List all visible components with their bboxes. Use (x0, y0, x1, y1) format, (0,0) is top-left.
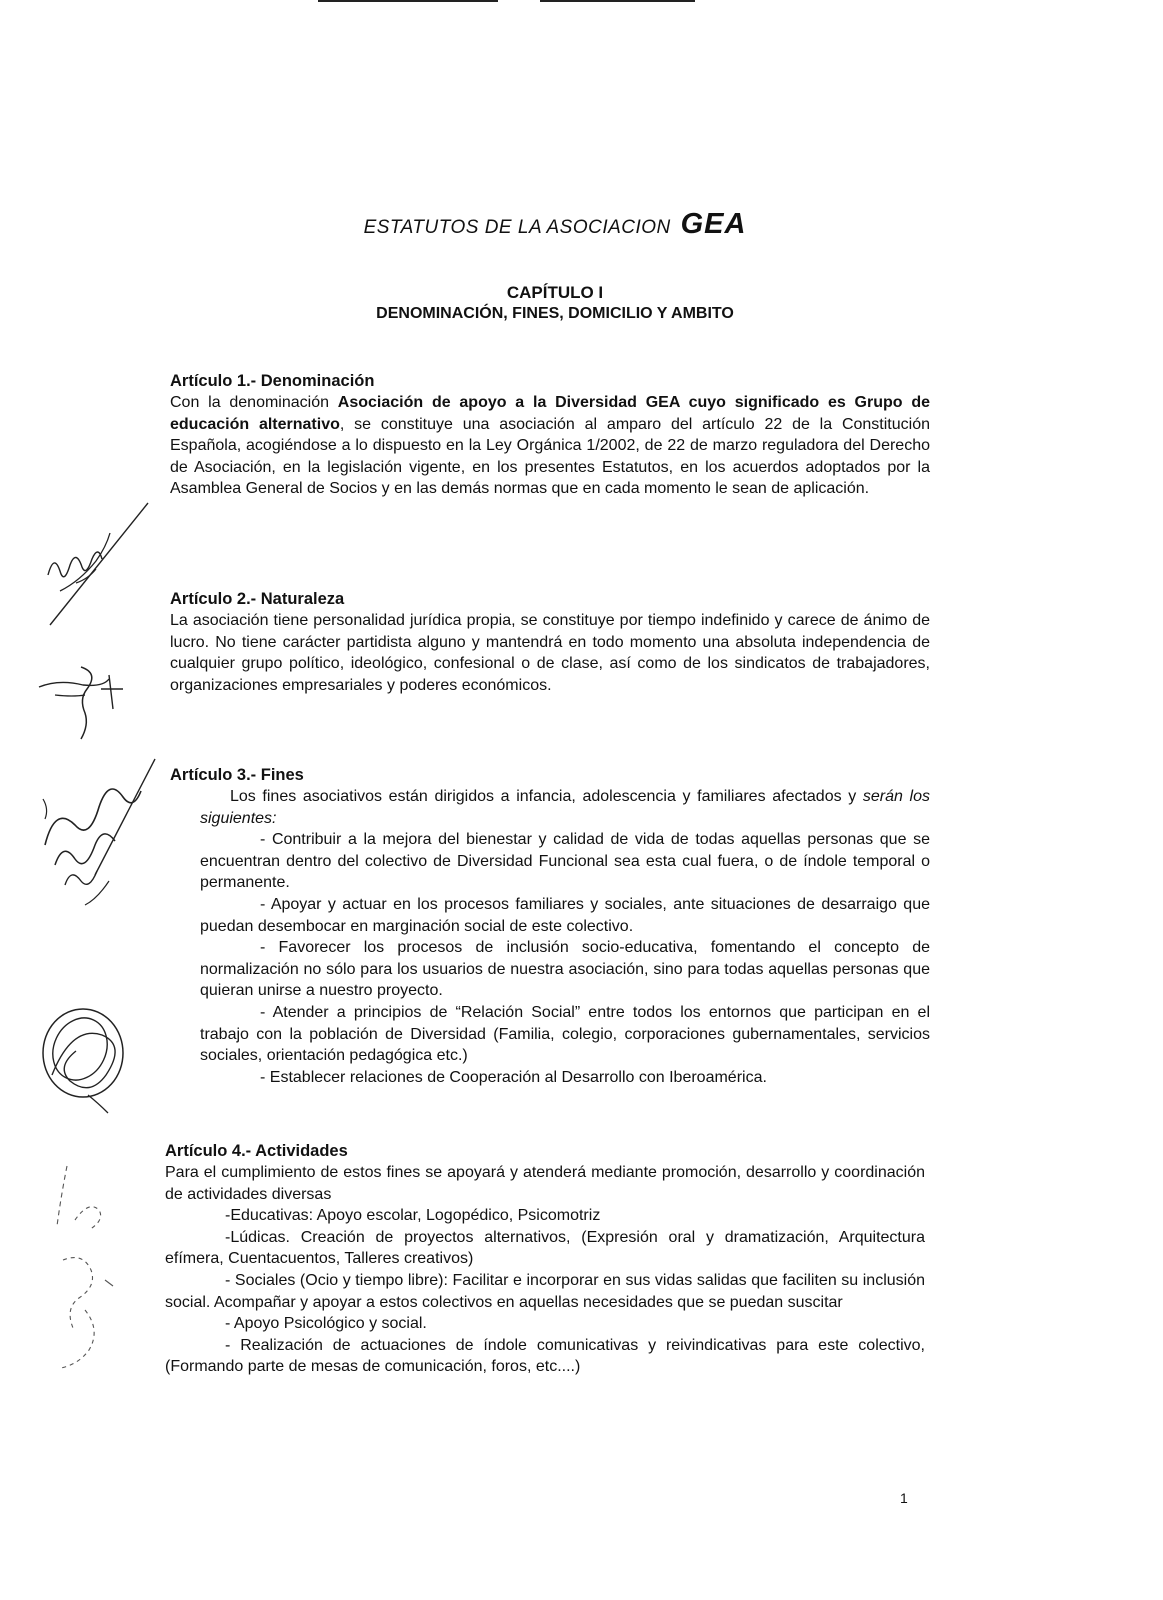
article-3-item: - Favorecer los procesos de inclusión socio-educativa, fomentando el concepto de normalización no sólo para los usuarios de nuestra asociación, sino para todas aquellas personas que quieran unirse a nuestro proyecto. (200, 939, 930, 1000)
article-1-bold-name: Asociación de apoyo a la Diversidad GEA cuyo significado es Grupo de educación alternativo (170, 394, 931, 433)
article-3-item: - Apoyar y actuar en los procesos familiares y sociales, ante situaciones de desarraigo que puedan desembocar en marginación social de este colectivo. (200, 895, 930, 935)
signature-4-icon (28, 995, 138, 1115)
article-1-text (170, 392, 930, 500)
signature-3-icon (25, 755, 165, 925)
article-3-intro-italic: serán los siguientes: (200, 788, 931, 827)
article-3-intro-text: Los fines asociativos están dirigidos a infancia, adolescencia y familiares afectados y (230, 788, 863, 805)
scan-top-line-right (540, 0, 695, 2)
article-4-heading: Artículo 4.- Actividades (165, 1142, 348, 1160)
article-3-intro (200, 786, 930, 829)
article-4 (165, 1140, 925, 1378)
chapter-number: CAPÍTULO I (506, 283, 604, 302)
article-2 (170, 588, 930, 696)
article-1-heading: Artículo 1.- Denominación (170, 372, 375, 390)
article-1-text-start: Con la denominación (170, 394, 338, 411)
article-3-item: - Atender a principios de “Relación Social” entre todos los entornos que participan en el trabajo con la población de Diversidad (Familia, colegio, corporaciones gubernamentales, servicios sociales, orientación pedagógica etc.) (200, 1003, 930, 1065)
signature-5-icon (45, 1160, 135, 1390)
chapter-heading: DENOMINACIÓN, FINES, DOMICILIO Y AMBITO (376, 305, 734, 322)
signature-1-icon (30, 495, 160, 635)
article-1 (170, 370, 930, 500)
scan-top-line-left (318, 0, 498, 2)
article-4-item: - Realización de actuaciones de índole comunicativas y reivindicativas para este colectivo, (Formando parte de mesas de comunicación, foros, etc....) (165, 1336, 925, 1376)
article-3-item: - Contribuir a la mejora del bienestar y calidad de vida de todas aquellas personas que se encuentran dentro del colectivo de Diversidad Funcional sea esta cual fuera, o de índole temporal o permanente. (200, 831, 930, 892)
article-3 (170, 764, 930, 1088)
document-title (0, 208, 1110, 241)
article-4-item: - Apoyo Psicológico y social. (225, 1315, 427, 1333)
article-4-item: -Educativas: Apoyo escolar, Logopédico, Psicomotriz (225, 1207, 601, 1225)
article-4-item: - Sociales (Ocio y tiempo libre): Facilitar e incorporar en sus vidas salidas que faciliten su inclusión social. Acompañar y apoyar a estos colectivos en aquellas necesidades que se puedan suscitar (165, 1271, 925, 1311)
signature-2-icon (35, 655, 145, 745)
page-number: 1 (900, 1490, 908, 1506)
document-title-prefix: ESTATUTOS DE LA ASOCIACION (363, 217, 671, 238)
article-3-heading: Artículo 3.- Fines (170, 766, 304, 784)
article-4-item: -Lúdicas. Creación de proyectos alternativos, (Expresión oral y dramatización, Arquitectura efímera, Cuentacuentos, Talleres creativos) (165, 1228, 925, 1268)
article-2-heading: Artículo 2.- Naturaleza (170, 590, 345, 608)
article-2-text: La asociación tiene personalidad jurídica propia, se constituye por tiempo indefinido y carece de ánimo de lucro. No tiene carácter partidista alguno y mantendrá en todo momento una absoluta independencia de cualquier grupo político, ideológico, confesional o de clase, así como de los sindicatos de trabajadores, organizaciones empresariales y poderes económicos. (170, 612, 930, 694)
article-3-item: - Establecer relaciones de Cooperación al Desarrollo con Iberoamérica. (260, 1068, 767, 1086)
article-1-text-end: , se constituye una asociación al amparo del artículo 22 de la Constitución Española, acogiéndose a lo dispuesto en la Ley Orgánica 1/2002, de 22 de marzo reguladora del Derecho de Asociación, en la legislación vigente, en los presentes Estatutos, en los acuerdos adoptados por la Asamblea General de Socios y en las demás normas que en cada momento le sean de aplicación. (170, 415, 931, 498)
association-name: GEA (680, 208, 747, 240)
article-4-intro: Para el cumplimiento de estos fines se apoyará y atenderá mediante promoción, desarrollo y coordinación de actividades diversas (165, 1164, 925, 1203)
